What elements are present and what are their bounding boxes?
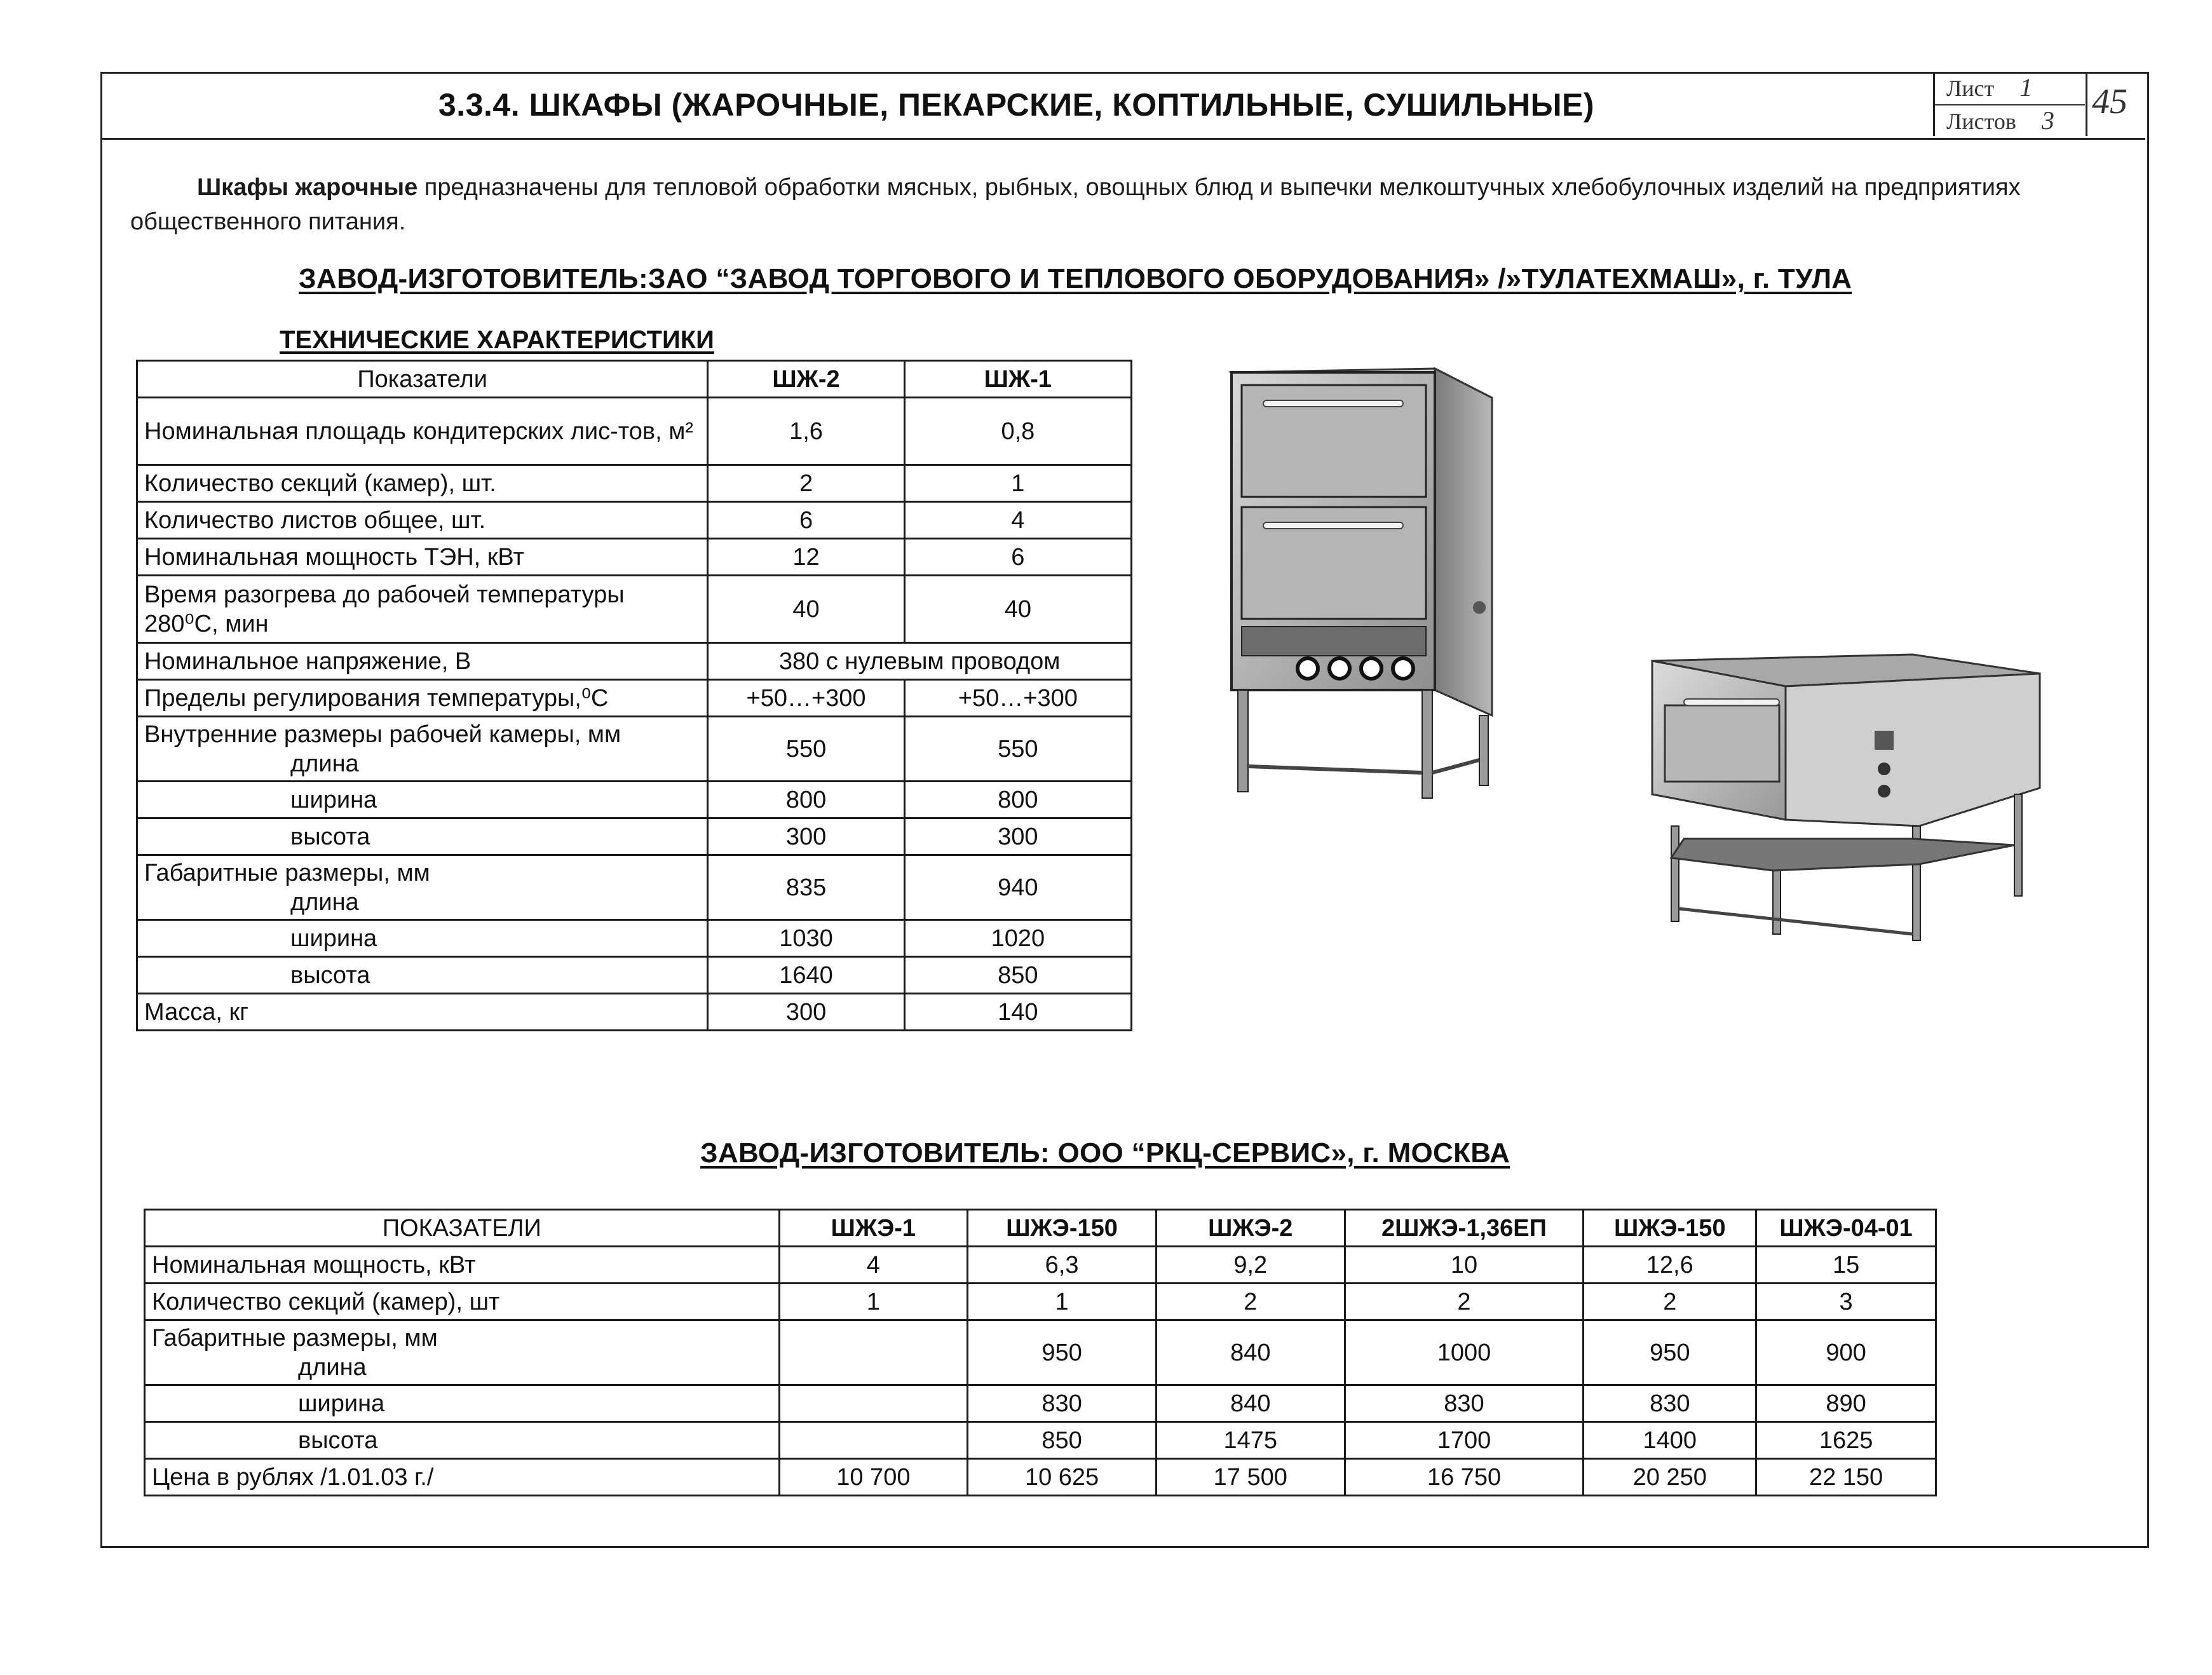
row-label: Количество секций (камер), шт.	[137, 465, 708, 502]
table-cell: 40	[904, 576, 1131, 643]
table-cell: 2	[1156, 1284, 1345, 1320]
row-label: Пределы регулирования температуры,⁰С	[137, 680, 708, 717]
table-cell: 840	[1156, 1320, 1345, 1385]
header-cell: ПОКАЗАТЕЛИ	[145, 1210, 780, 1247]
table-cell: 10	[1345, 1247, 1584, 1284]
manufacturer-heading-tula: ЗАВОД-ИЗГОТОВИТЕЛЬ:ЗАО “ЗАВОД ТОРГОВОГО И ТЕПЛОВОГО ОБОРУДОВАНИЯ» /»ТУЛАТЕХМАШ», г. ТУЛА	[299, 263, 1852, 294]
table-cell: 900	[1756, 1320, 1936, 1385]
table-cell: 4	[904, 502, 1131, 539]
row-label-sub: длина	[290, 750, 359, 777]
row-label: Время разогрева до рабочей температуры 280⁰С, мин	[137, 576, 708, 643]
table-cell: 10 700	[779, 1459, 968, 1496]
tech-specs-title: ТЕХНИЧЕСКИЕ ХАРАКТЕРИСТИКИ	[280, 326, 714, 354]
table-cell: 800	[708, 782, 904, 818]
row-label: Количество секций (камер), шт	[145, 1284, 780, 1320]
row-label: высота	[137, 818, 708, 855]
table-row	[137, 643, 1132, 680]
table-row	[145, 1422, 1936, 1459]
table-cell: 17 500	[1156, 1459, 1345, 1496]
table-cell: 1	[779, 1284, 968, 1320]
row-label: Номинальное напряжение, В	[137, 643, 708, 680]
table-cell	[779, 1320, 968, 1385]
table-cell: 3	[1756, 1284, 1936, 1320]
table-row	[145, 1247, 1936, 1284]
table-row	[137, 782, 1132, 818]
table-cell-merged: 380 с нулевым проводом	[708, 643, 1132, 680]
table-row	[145, 1459, 1936, 1496]
table-cell: 850	[904, 957, 1131, 994]
table-row	[137, 717, 1132, 782]
intro-lead: Шкафы жарочные	[197, 174, 418, 201]
table-cell: 0,8	[904, 398, 1131, 465]
table-cell: 830	[1584, 1385, 1756, 1422]
intro-text: предназначены для тепловой обработки мясных, рыбных, овощных блюд и выпечки мелкоштучных хлебобулочных изделий на предприятиях общественного питания.	[130, 174, 2021, 235]
table-header-row	[145, 1210, 1936, 1247]
table-cell: 9,2	[1156, 1247, 1345, 1284]
table-cell: +50…+300	[708, 680, 904, 717]
table-cell	[779, 1385, 968, 1422]
table-cell: 840	[1156, 1385, 1345, 1422]
table-cell: 6	[708, 502, 904, 539]
table-cell: 550	[904, 717, 1131, 782]
row-label: Номинальная мощность ТЭН, кВт	[137, 539, 708, 576]
sheet-counter	[1933, 72, 2087, 136]
table-row	[137, 920, 1132, 957]
page-title: 3.3.4. ШКАФЫ (ЖАРОЧНЫЕ, ПЕКАРСКИЕ, КОПТИЛЬНЫЕ, СУШИЛЬНЫЕ)	[438, 87, 1595, 123]
table-cell: 12,6	[1584, 1247, 1756, 1284]
row-label-sub: длина	[298, 1353, 367, 1381]
table-cell: 890	[1756, 1385, 1936, 1422]
table-row	[137, 576, 1132, 643]
table-cell: 830	[1345, 1385, 1584, 1422]
table-row	[137, 957, 1132, 994]
table-cell: 2	[1345, 1284, 1584, 1320]
row-label: Номинальная площадь кондитерских лис-тов, м²	[137, 398, 708, 465]
table-cell: 1000	[1345, 1320, 1584, 1385]
table-row	[137, 465, 1132, 502]
row-label	[137, 855, 708, 920]
sheets-value: 3	[2041, 106, 2054, 135]
intro-paragraph	[130, 170, 2087, 239]
row-label	[145, 1320, 780, 1385]
single-section-oven-cabinet-photo	[1646, 635, 2053, 966]
row-label: высота	[145, 1422, 780, 1459]
manufacturer-heading-moscow: ЗАВОД-ИЗГОТОВИТЕЛЬ: ООО “РКЦ-СЕРВИС», г. МОСКВА	[700, 1137, 1510, 1169]
table-row	[137, 398, 1132, 465]
table-cell	[779, 1422, 968, 1459]
table-cell: 1625	[1756, 1422, 1936, 1459]
header-cell: 2ШЖЭ-1,36ЕП	[1345, 1210, 1584, 1247]
table-row	[137, 680, 1132, 717]
header-cell: ШЖЭ-04-01	[1756, 1210, 1936, 1247]
table-cell: 12	[708, 539, 904, 576]
table-cell: 1640	[708, 957, 904, 994]
sheets-label: Листов	[1946, 109, 2016, 134]
table-cell: 40	[708, 576, 904, 643]
table-cell: 2	[1584, 1284, 1756, 1320]
table-cell: 1400	[1584, 1422, 1756, 1459]
table-cell: 800	[904, 782, 1131, 818]
tech-specs-table-tula	[136, 360, 1132, 1031]
table-cell: 830	[968, 1385, 1157, 1422]
header-cell: ШЖЭ-150	[1584, 1210, 1756, 1247]
table-header-row	[137, 361, 1132, 398]
sheets-row	[1935, 104, 2085, 136]
header-cell: ШЖ-2	[708, 361, 904, 398]
table-cell: 22 150	[1756, 1459, 1936, 1496]
row-label-sub: длина	[290, 888, 359, 916]
table-cell: 300	[708, 994, 904, 1031]
two-section-oven-cabinet-photo	[1219, 360, 1511, 830]
table-cell: 950	[1584, 1320, 1756, 1385]
header-cell: ШЖЭ-2	[1156, 1210, 1345, 1247]
row-label: ширина	[145, 1385, 780, 1422]
table-cell: 940	[904, 855, 1131, 920]
table-cell: 1030	[708, 920, 904, 957]
table-row	[137, 994, 1132, 1031]
table-cell: 550	[708, 717, 904, 782]
table-cell: 6	[904, 539, 1131, 576]
table-row	[137, 855, 1132, 920]
table-cell: 835	[708, 855, 904, 920]
table-cell: 4	[779, 1247, 968, 1284]
table-row	[137, 818, 1132, 855]
sheet-row	[1946, 72, 2032, 103]
table-row	[145, 1320, 1936, 1385]
table-row	[137, 502, 1132, 539]
table-cell: 20 250	[1584, 1459, 1756, 1496]
row-label: ширина	[137, 782, 708, 818]
table-cell: 1,6	[708, 398, 904, 465]
table-row	[145, 1385, 1936, 1422]
sheet-value: 1	[2019, 73, 2033, 102]
row-label: Цена в рублях /1.01.03 г./	[145, 1459, 780, 1496]
table-cell: 300	[904, 818, 1131, 855]
row-label	[137, 717, 708, 782]
table-row	[145, 1284, 1936, 1320]
table-cell: 950	[968, 1320, 1157, 1385]
table-cell: 1020	[904, 920, 1131, 957]
table-cell: 140	[904, 994, 1131, 1031]
header-cell: ШЖЭ-1	[779, 1210, 968, 1247]
table-cell: 300	[708, 818, 904, 855]
row-label: Количество листов общее, шт.	[137, 502, 708, 539]
table-cell: 1	[904, 465, 1131, 502]
header-cell: Показатели	[137, 361, 708, 398]
table-cell: 2	[708, 465, 904, 502]
header-cell: ШЖ-1	[904, 361, 1131, 398]
row-label-main: Внутренние размеры рабочей камеры, мм	[144, 721, 621, 748]
specs-table-moscow	[144, 1209, 1937, 1496]
table-row	[137, 539, 1132, 576]
header-cell: ШЖЭ-150	[968, 1210, 1157, 1247]
table-cell: +50…+300	[904, 680, 1131, 717]
table-cell: 1475	[1156, 1422, 1345, 1459]
table-cell: 1	[968, 1284, 1157, 1320]
row-label: Номинальная мощность, кВт	[145, 1247, 780, 1284]
row-label-main: Габаритные размеры, мм	[144, 859, 430, 886]
table-cell: 15	[1756, 1247, 1936, 1284]
row-label: высота	[137, 957, 708, 994]
row-label-main: Габаритные размеры, мм	[152, 1324, 438, 1352]
row-label: ширина	[137, 920, 708, 957]
row-label: Масса, кг	[137, 994, 708, 1031]
page-number: 45	[2092, 82, 2127, 121]
table-cell: 10 625	[968, 1459, 1157, 1496]
sheet-label: Лист	[1946, 76, 1995, 101]
table-cell: 6,3	[968, 1247, 1157, 1284]
table-cell: 1700	[1345, 1422, 1584, 1459]
table-cell: 16 750	[1345, 1459, 1584, 1496]
table-cell: 850	[968, 1422, 1157, 1459]
